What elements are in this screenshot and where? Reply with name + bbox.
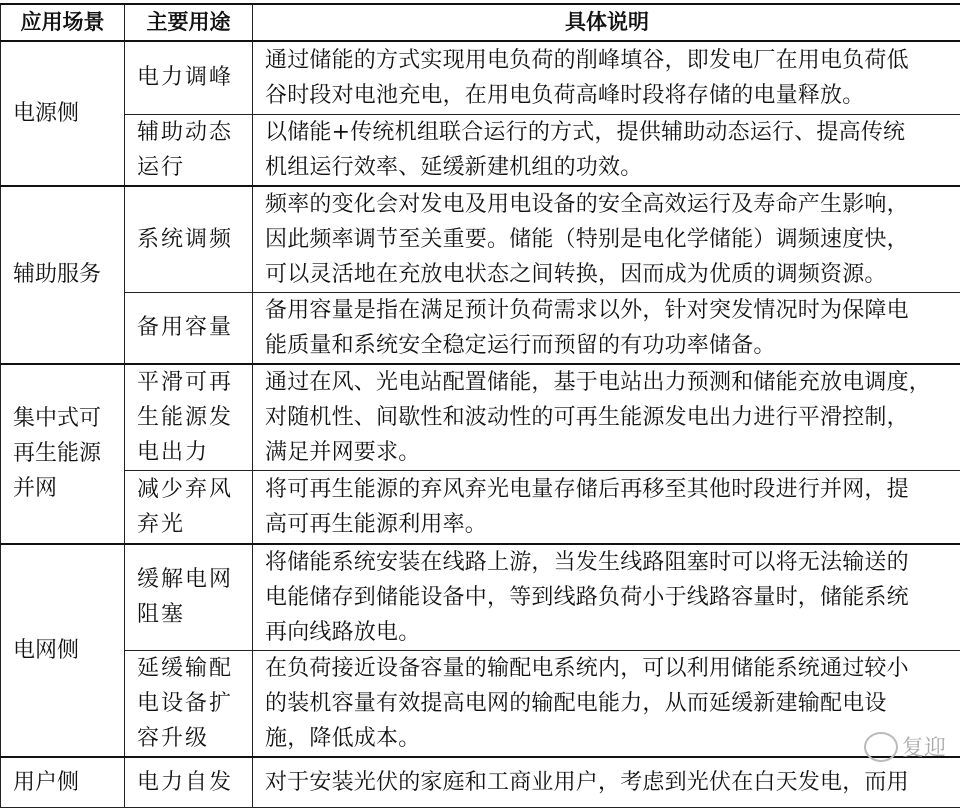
text-line: 再向线路放电。 [265,615,960,650]
text-line: 满足并网要求。 [265,435,960,470]
text-line: 容升级 [137,721,252,756]
table-row [1,364,960,471]
text-line: 电源侧 [13,96,124,131]
table-row [1,651,960,758]
text-line: 将可再生能源的弃风弃光电量存储后再移至其他时段进行并网，提 [265,472,960,507]
header-description: 具体说明 [253,4,960,41]
watermark-text: 复迎 [902,731,946,762]
text-line: 缓解电网 [137,562,252,597]
watermark [864,731,946,762]
use-cell [125,757,253,807]
text-line: 平滑可再 [137,365,252,400]
description-cell [253,41,960,114]
text-line: 集中式可 [13,401,124,436]
description-cell [253,186,960,293]
text-line: 减少弃风 [137,472,252,507]
text-line: 电力自发 [137,765,252,800]
text-line: 运行 [137,150,252,185]
text-line: 通过储能的方式实现用电负荷的削峰填谷，即发电厂在用电负荷低 [265,43,960,78]
use-cell [125,41,253,114]
text-line: 备用容量是指在满足预计负荷需求以外，针对突发情况时为保障电 [265,293,960,328]
wechat-icon [864,732,898,762]
description-cell [253,292,960,364]
text-line: 以储能+传统机组联合运行的方式，提供辅助动态运行、提高传统 [265,115,960,150]
text-line: 备用容量 [137,310,252,345]
text-line: 谷时段对电池充电，在用电负荷高峰时段将存储的电量释放。 [265,78,960,113]
text-line: 延缓输配 [137,651,252,686]
table-row [1,544,960,651]
description-cell [253,757,960,807]
use-cell [125,292,253,364]
text-line: 可以灵活地在充放电状态之间转换，因而成为优质的调频资源。 [265,257,960,292]
table-row [1,471,960,544]
scene-cell [1,364,125,544]
scene-cell [1,186,125,365]
text-line: 电能储存到储能设备中，等到线路负荷小于线路容量时，储能系统 [265,580,960,615]
text-line: 对随机性、间歇性和波动性的可再生能源发电出力进行平滑控制， [265,400,960,435]
text-line: 电出力 [137,435,252,470]
table-row [1,41,960,114]
energy-storage-application-table [0,3,960,808]
text-line: 将储能系统安装在线路上游，当发生线路阻塞时可以将无法输送的 [265,545,960,580]
text-line: 机组运行效率、延缓新建机组的功效。 [265,150,960,185]
table-row [1,757,960,807]
scene-cell [1,41,125,186]
use-cell [125,471,253,544]
text-line: 电设备扩 [137,686,252,721]
description-cell [253,114,960,186]
header-scene: 应用场景 [1,4,125,41]
text-line: 频率的变化会对发电及用电设备的安全高效运行及寿命产生影响， [265,187,960,222]
description-cell [253,471,960,544]
text-line: 辅助服务 [13,257,124,292]
text-line: 系统调频 [137,222,252,257]
text-line: 弃光 [137,507,252,542]
text-line: 施，降低成本。 [265,721,960,756]
text-line: 用户侧 [13,765,124,800]
text-line: 电网侧 [13,633,124,668]
scene-cell [1,544,125,758]
scene-cell [1,757,125,807]
table-row [1,186,960,293]
text-line: 通过在风、光电站配置储能，基于电站出力预测和储能充放电调度， [265,365,960,400]
text-line: 生能源发 [137,400,252,435]
text-line: 因此频率调节至关重要。储能（特别是电化学储能）调频速度快， [265,222,960,257]
use-cell [125,186,253,293]
text-line: 辅助动态 [137,115,252,150]
text-line: 并网 [13,471,124,506]
text-line: 电力调峰 [137,60,252,95]
text-line: 再生能源 [13,436,124,471]
header-use: 主要用途 [125,4,253,41]
text-line: 在负荷接近设备容量的输配电系统内，可以利用储能系统通过较小 [265,651,960,686]
text-line: 能质量和系统安全稳定运行而预留的有功功率储备。 [265,328,960,363]
use-cell [125,544,253,651]
header-row [1,4,960,41]
text-line: 对于安装光伏的家庭和工商业用户，考虑到光伏在白天发电，而用 [265,765,960,800]
description-cell [253,364,960,471]
text-line: 阻塞 [137,597,252,632]
description-cell [253,544,960,651]
text-line: 高可再生能源利用率。 [265,507,960,542]
table-body [1,41,960,807]
use-cell [125,651,253,758]
table-row [1,292,960,364]
use-cell [125,114,253,186]
description-cell [253,651,960,758]
use-cell [125,364,253,471]
text-line: 的装机容量有效提高电网的输配电能力，从而延缓新建输配电设 [265,686,960,721]
table-row [1,114,960,186]
